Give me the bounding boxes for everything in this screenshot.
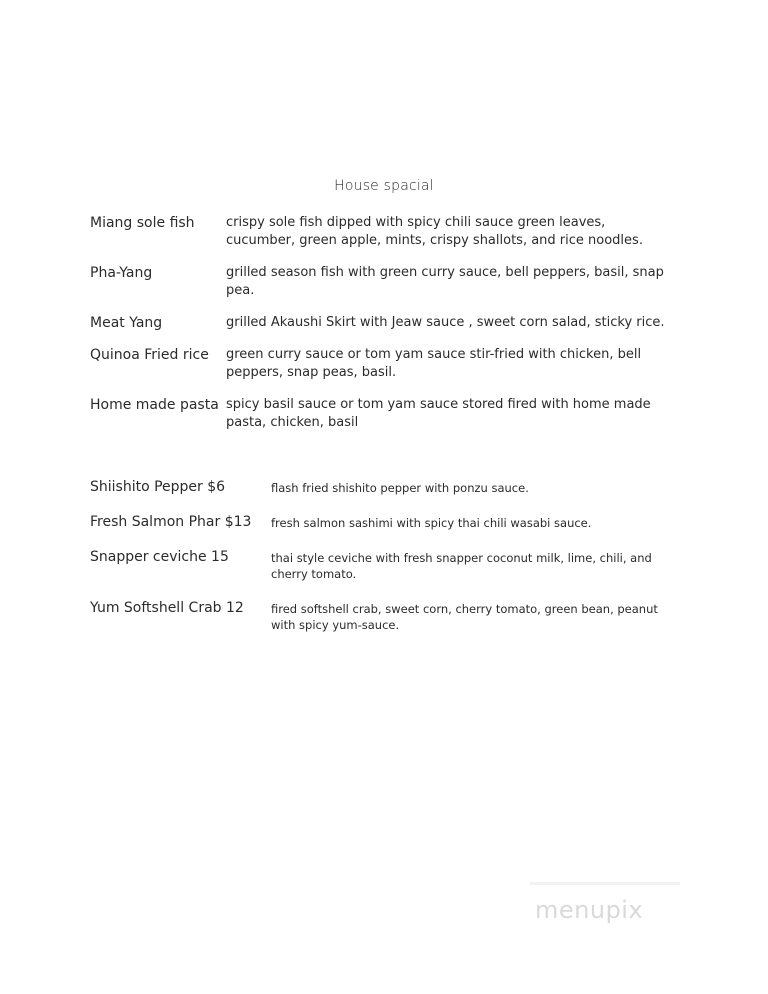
item-description: spicy basil sauce or tom yam sauce stored fired with home made pasta, chicken, basil <box>226 397 651 430</box>
list-item <box>90 599 670 633</box>
item-name: Snapper ceviche 15 <box>90 549 229 565</box>
list-item <box>90 478 670 496</box>
appetizers-list <box>90 478 670 650</box>
item-description: fresh salmon sashimi with spicy thai chili wasabi sauce. <box>271 516 592 530</box>
house-specials-list <box>90 214 670 446</box>
watermark-divider <box>530 882 680 885</box>
item-description: crispy sole fish dipped with spicy chili sauce green leaves, cucumber, green apple, mints, crispy shallots, and rice noodles. <box>226 215 643 248</box>
item-name: Pha-Yang <box>90 265 153 281</box>
item-description: fired softshell crab, sweet corn, cherry tomato, green bean, peanut with spicy yum-sauce. <box>271 602 658 632</box>
list-item <box>90 513 670 531</box>
item-description: grilled season fish with green curry sauce, bell peppers, basil, snap pea. <box>226 265 664 298</box>
menu-title: House spacial <box>334 178 434 194</box>
item-name: Fresh Salmon Phar $13 <box>90 514 252 530</box>
item-name: Yum Softshell Crab 12 <box>90 600 244 616</box>
list-item <box>90 548 670 582</box>
list-item <box>90 264 670 300</box>
item-description: flash fried shishito pepper with ponzu sauce. <box>271 481 529 495</box>
item-name: Shiishito Pepper $6 <box>90 479 226 495</box>
watermark-logo: menupix <box>535 896 644 924</box>
item-name: Home made pasta <box>90 397 219 413</box>
item-description: green curry sauce or tom yam sauce stir-fried with chicken, bell peppers, snap peas, basil. <box>226 347 642 380</box>
list-item <box>90 396 670 432</box>
list-item <box>90 346 670 382</box>
item-description: grilled Akaushi Skirt with Jeaw sauce , sweet corn salad, sticky rice. <box>226 315 665 330</box>
item-name: Meat Yang <box>90 315 163 331</box>
item-name: Miang sole fish <box>90 215 195 231</box>
list-item <box>90 214 670 250</box>
item-description: thai style ceviche with fresh snapper coconut milk, lime, chili, and cherry tomato. <box>271 551 652 581</box>
list-item <box>90 314 670 332</box>
item-name: Quinoa Fried rice <box>90 347 209 363</box>
